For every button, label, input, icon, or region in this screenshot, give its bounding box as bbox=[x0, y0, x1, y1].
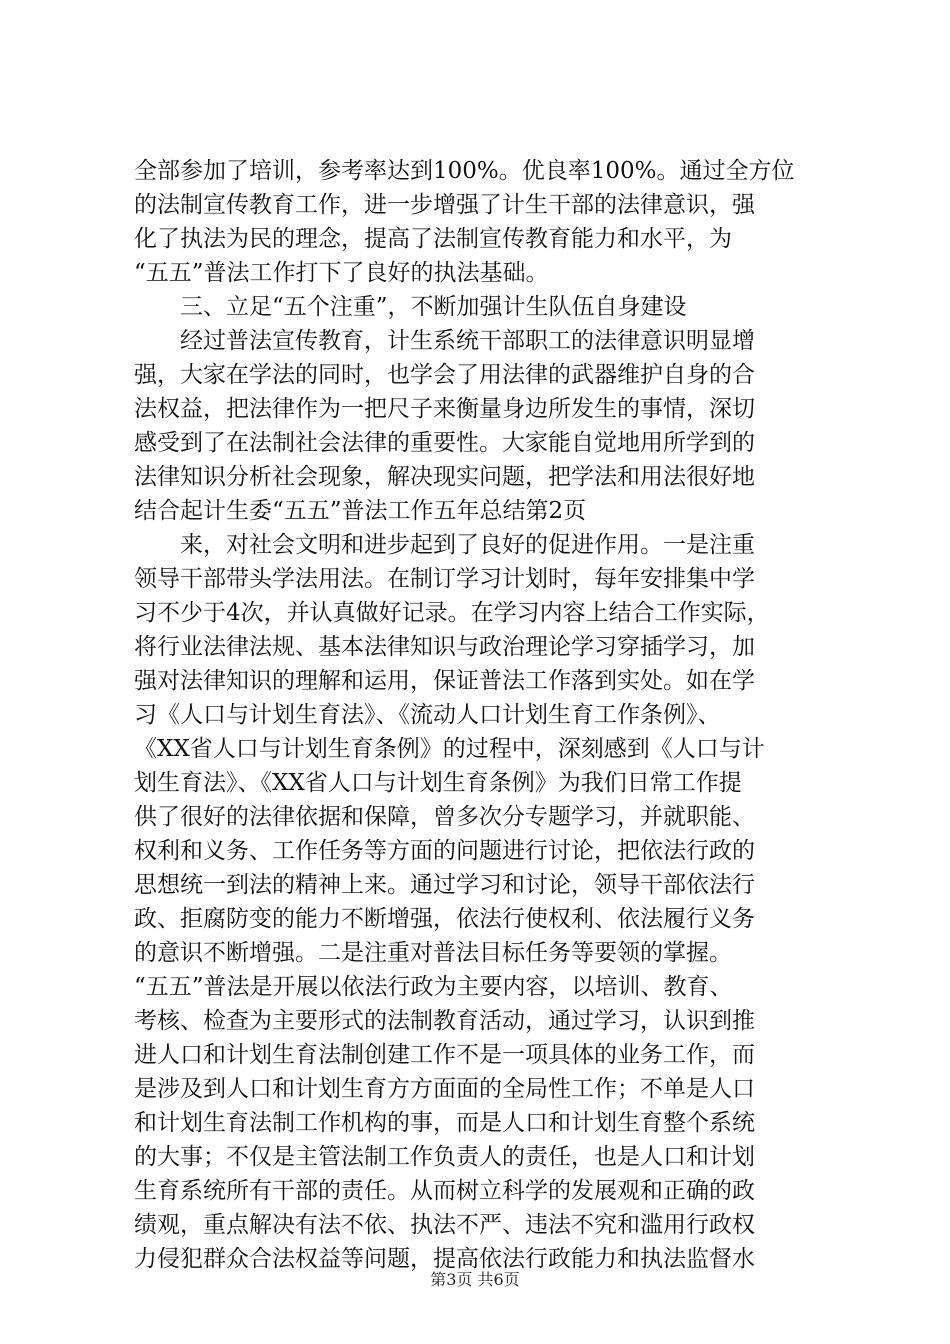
body-text bbox=[134, 154, 824, 1276]
text-line: 强对法律知识的理解和运用，保证普法工作落到实处。如在学 bbox=[134, 668, 755, 694]
text-line: 习不少于4次，并认真做好记录。在学习内容上结合工作实际， bbox=[134, 600, 770, 626]
text-line: 绩观，重点解决有法不依、执法不严、违法不究和滥用行政权 bbox=[134, 1212, 755, 1238]
text-line: 考核、检查为主要形式的法制教育活动，通过学习，认识到推 bbox=[134, 1008, 755, 1034]
text-line: 供了很好的法律依据和保障，曾多次分专题学习，并就职能、 bbox=[134, 804, 755, 830]
text-line: 生育系统所有干部的责任。从而树立科学的发展观和正确的政 bbox=[134, 1178, 755, 1204]
section-heading: 三、立足“五个注重”，不断加强计生队伍自身建设 bbox=[134, 294, 687, 320]
text-line: 政、拒腐防变的能力不断增强，依法行使权利、依法履行义务 bbox=[134, 906, 755, 932]
text-line: 进人口和计划生育法制创建工作不是一项具体的业务工作，而 bbox=[134, 1042, 755, 1068]
text-line: 权利和义务、工作任务等方面的问题进行讨论，把依法行政的 bbox=[134, 838, 755, 864]
text-line: 划生育法》、《XX省人口与计划生育条例》为我们日常工作提 bbox=[134, 770, 742, 796]
text-line: 化了执法为民的理念，提高了法制宣传教育能力和水平，为 bbox=[134, 226, 732, 252]
text-line: 将行业法律法规、基本法律知识与政治理论学习穿插学习，加 bbox=[134, 634, 755, 660]
text-line: 思想统一到法的精神上来。通过学习和讨论，领导干部依法行 bbox=[134, 872, 755, 898]
text-line: 领导干部带头学法用法。在制订学习计划时，每年安排集中学 bbox=[134, 566, 755, 592]
text-line: 全部参加了培训，参考率达到100%。优良率100%。通过全方位 bbox=[134, 158, 795, 184]
text-line: 法律知识分析社会现象，解决现实问题，把学法和用法很好地 bbox=[134, 464, 755, 490]
text-line: “五五”普法是开展以依法行政为主要内容，以培训、教育、 bbox=[134, 974, 733, 1000]
text-line: 的意识不断增强。二是注重对普法目标任务等要领的掌握。 bbox=[134, 940, 732, 966]
text-line: 和计划生育法制工作机构的事，而是人口和计划生育整个系统 bbox=[134, 1110, 755, 1136]
text-line: 力侵犯群众合法权益等问题，提高依法行政能力和执法监督水 bbox=[134, 1246, 755, 1272]
page-number-footer: 第3页 共6页 bbox=[430, 1270, 520, 1289]
text-line: 经过普法宣传教育，计生系统干部职工的法律意识明显增 bbox=[134, 328, 755, 354]
text-line: 习《人口与计划生育法》、《流动人口计划生育工作条例》、 bbox=[134, 702, 721, 728]
text-line: 强，大家在学法的同时，也学会了用法律的武器维护自身的合 bbox=[134, 362, 755, 388]
text-line: 《XX省人口与计划生育条例》的过程中，深刻感到《人口与计 bbox=[134, 736, 765, 762]
text-line: 的法制宣传教育工作，进一步增强了计生干部的法律意识，强 bbox=[134, 192, 755, 218]
text-line: 的大事；不仅是主管法制工作负责人的责任，也是人口和计划 bbox=[134, 1144, 755, 1170]
text-line: 来，对社会文明和进步起到了良好的促进作用。一是注重 bbox=[134, 532, 755, 558]
text-line: 结合起计生委“五五”普法工作五年总结第2页 bbox=[134, 498, 587, 524]
text-line: 是涉及到人口和计划生育方方面面的全局性工作；不单是人口 bbox=[134, 1076, 755, 1102]
text-line: 感受到了在法制社会法律的重要性。大家能自觉地用所学到的 bbox=[134, 430, 755, 456]
text-line: 法权益，把法律作为一把尺子来衡量身边所发生的事情，深切 bbox=[134, 396, 755, 422]
text-line: “五五”普法工作打下了良好的执法基础。 bbox=[134, 260, 549, 286]
